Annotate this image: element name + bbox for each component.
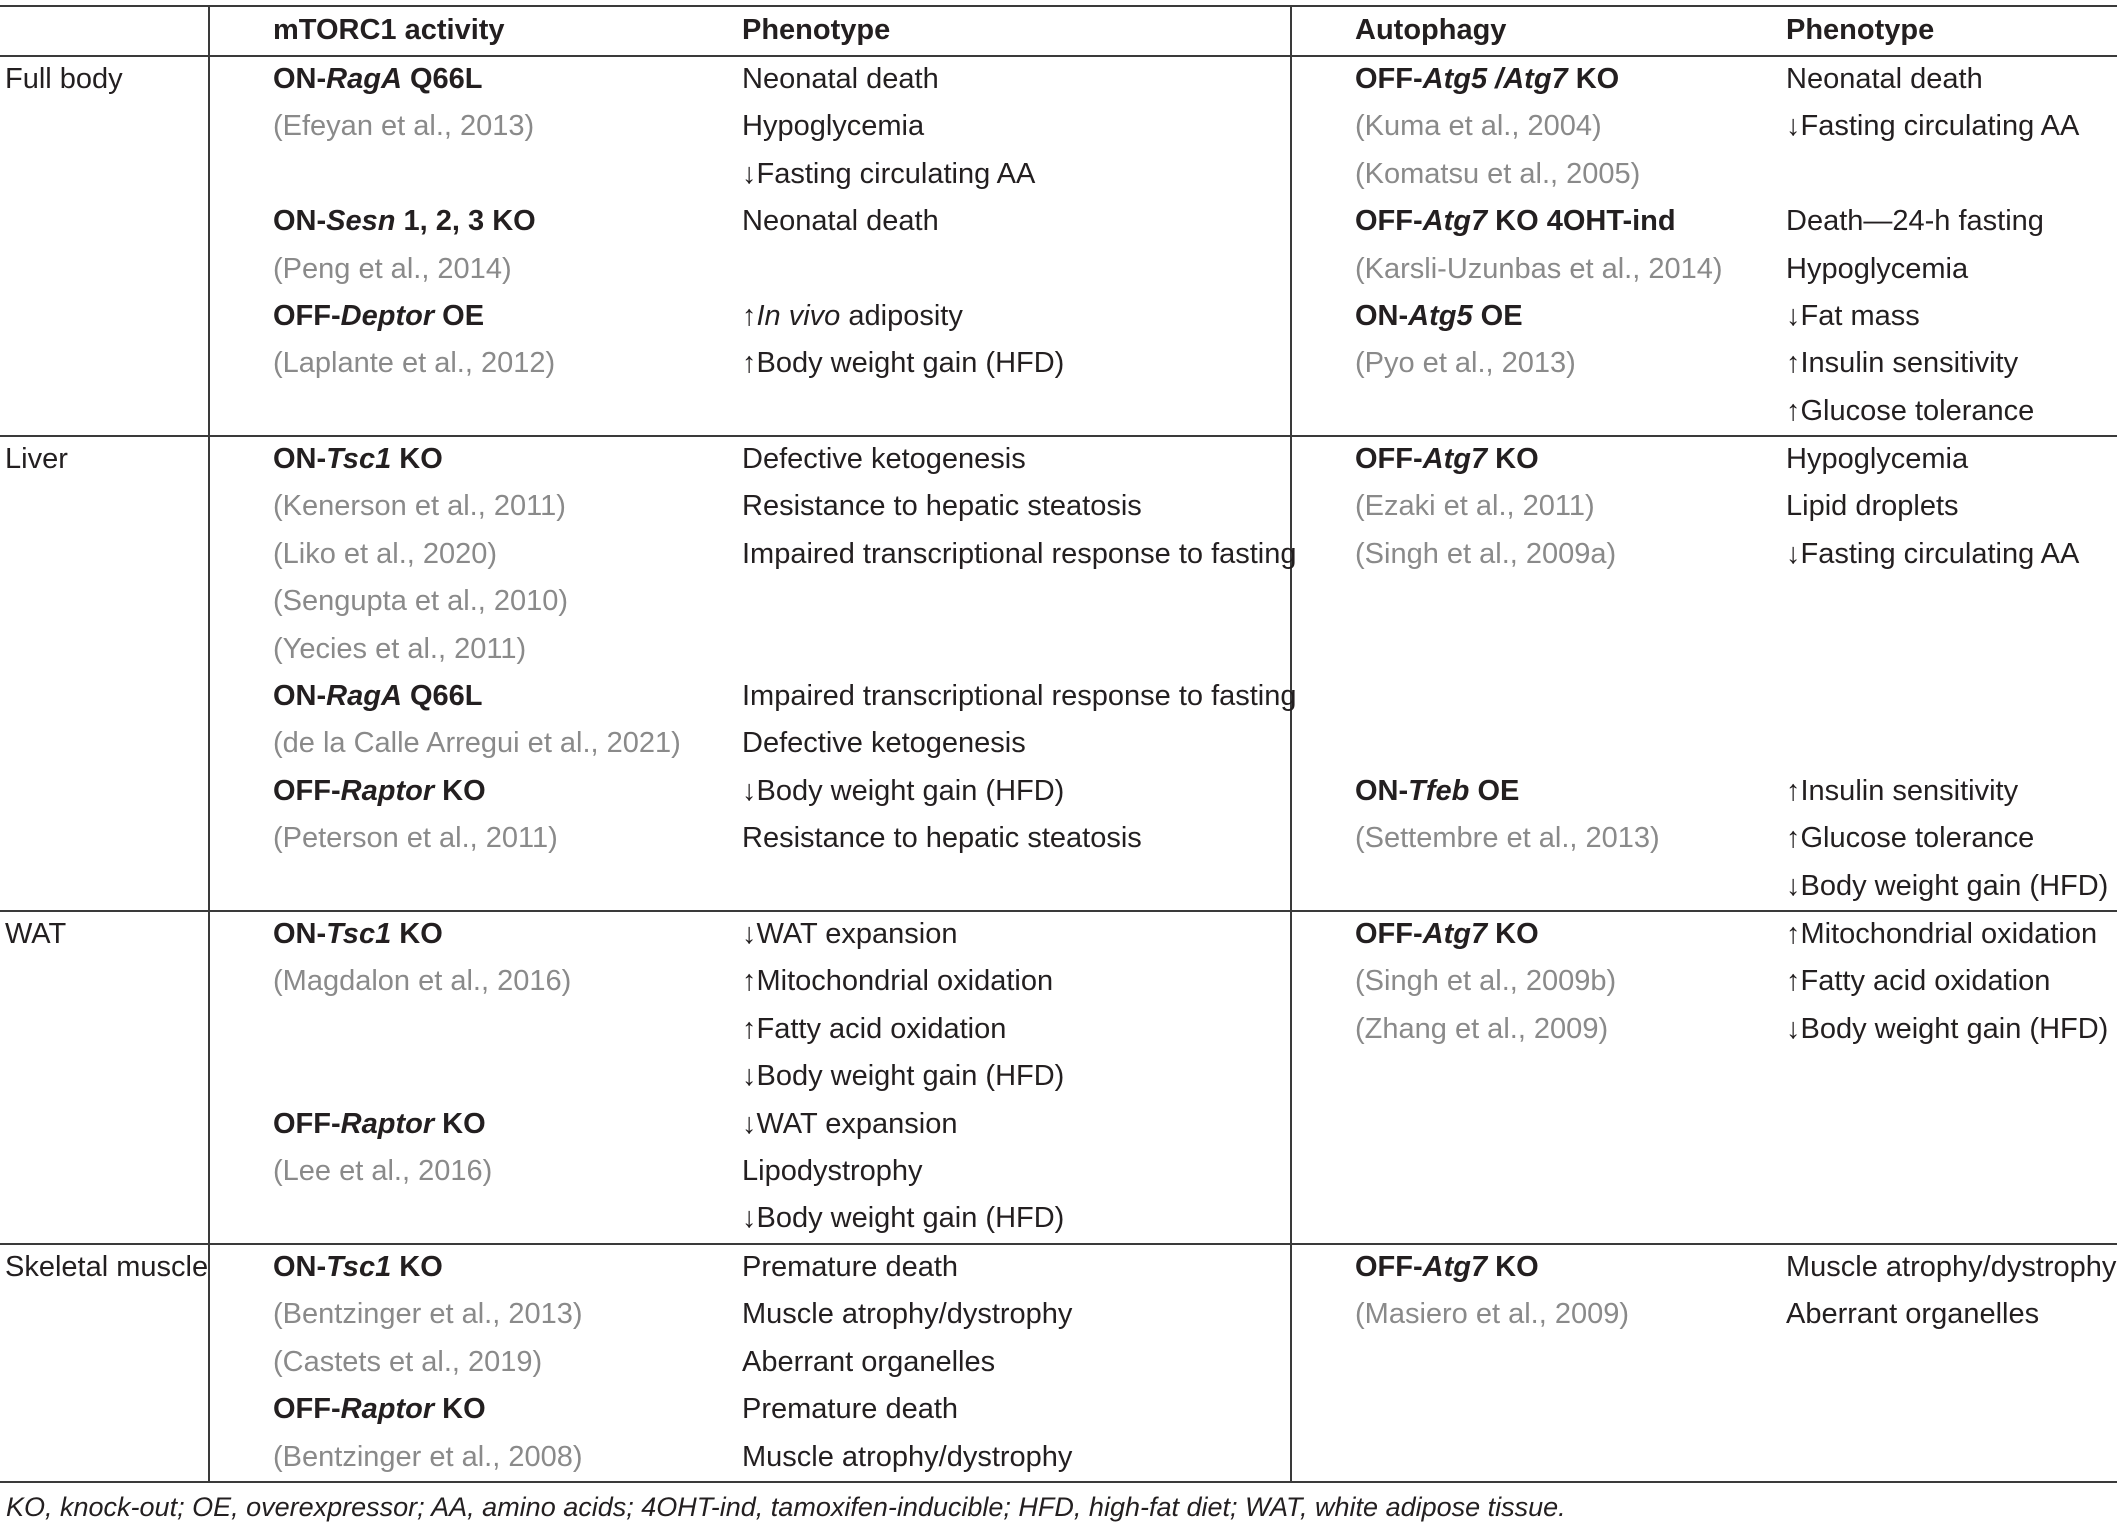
phenotype-item: ↑Glucose tolerance — [1786, 394, 2035, 427]
phenotype-item: Aberrant organelles — [742, 1345, 996, 1378]
model-entry: ON-Tsc1 KO — [273, 918, 443, 950]
reference: (Kenerson et al., 2011) — [273, 490, 566, 523]
phenotype-item: Impaired transcriptional response to fasting — [742, 679, 1297, 712]
phenotype-item: Lipodystrophy — [742, 1154, 923, 1187]
phenotype-item: Neonatal death — [1786, 63, 1983, 95]
phenotype-autophagy-column — [1786, 56, 2079, 435]
blank-line — [1355, 578, 1660, 625]
phenotype-item: ↑Mitochondrial oxidation — [1786, 918, 2098, 950]
autophagy-column — [1355, 56, 1723, 388]
model-entry: OFF-Atg5 /Atg7 KO — [1355, 63, 1620, 95]
phenotype-item: ↓Body weight gain (HFD) — [742, 774, 1065, 807]
reference: (Zhang et al., 2009) — [1355, 1012, 1609, 1045]
phenotype-item — [742, 578, 1297, 625]
blank-line — [1355, 673, 1660, 720]
phenotype-item: Defective ketogenesis — [742, 727, 1026, 760]
phenotype-item: Impaired transcriptional response to fasting — [742, 537, 1297, 570]
reference: (Peng et al., 2014) — [273, 252, 512, 285]
phenotype-item: ↑Glucose tolerance — [1786, 822, 2035, 855]
mtorc1-column — [273, 56, 555, 388]
model-entry: OFF-Atg7 KO — [1355, 443, 1539, 475]
table-top-rule — [0, 5, 2117, 7]
reference: (Karsli-Uzunbas et al., 2014) — [1355, 252, 1723, 285]
phenotype-item: Neonatal death — [742, 205, 939, 238]
reference: (Magdalon et al., 2016) — [273, 965, 572, 998]
mtorc1-column — [273, 436, 681, 863]
reference: (Yecies et al., 2011) — [273, 632, 527, 665]
phenotype-item: Death—24-h fasting — [1786, 205, 2044, 238]
reference: (Sengupta et al., 2010) — [273, 585, 569, 618]
blank-line — [1355, 720, 1660, 767]
phenotype-item: ↓Body weight gain (HFD) — [1786, 1012, 2109, 1045]
model-entry: ON-Tsc1 KO — [273, 1251, 443, 1283]
model-entry: OFF-Raptor KO — [273, 1393, 486, 1426]
phenotype-item — [1786, 673, 2108, 720]
column-divider-left — [208, 5, 210, 1483]
phenotype-item: ↑Mitochondrial oxidation — [742, 965, 1054, 998]
header-phenotype-mtorc1: Phenotype — [742, 14, 891, 46]
table-bottom-rule — [0, 1481, 2117, 1483]
autophagy-column — [1355, 1244, 1629, 1339]
header-autophagy: Autophagy — [1355, 14, 1507, 46]
reference: (Komatsu et al., 2005) — [1355, 157, 1641, 190]
phenotype-item: ↑Insulin sensitivity — [1786, 774, 2019, 807]
reference: (Singh et al., 2009b) — [1355, 965, 1617, 998]
model-entry: OFF-Raptor KO — [273, 774, 486, 807]
reference: (Efeyan et al., 2013) — [273, 110, 535, 143]
phenotype-item: Neonatal death — [742, 63, 939, 95]
table-footnote: KO, knock-out; OE, overexpressor; AA, amino acids; 4OHT-ind, tamoxifen-inducible; HFD, high-fat diet; WAT, white adipose tissue. — [6, 1492, 1566, 1522]
phenotype-item: ↓Body weight gain (HFD) — [742, 1060, 1065, 1093]
phenotype-item: ↑Fatty acid oxidation — [1786, 965, 2051, 998]
blank-line — [273, 1006, 571, 1053]
phenotype-item — [742, 626, 1297, 673]
phenotype-item: Muscle atrophy/dystrophy — [1786, 1251, 2117, 1283]
mtorc1-column — [273, 911, 571, 1195]
model-entry: ON-Sesn 1, 2, 3 KO — [273, 205, 536, 238]
phenotype-item: Defective ketogenesis — [742, 443, 1026, 475]
phenotype-item: Muscle atrophy/dystrophy — [742, 1440, 1073, 1473]
model-entry: OFF-Raptor KO — [273, 1107, 486, 1140]
autophagy-column — [1355, 436, 1660, 863]
reference: (Laplante et al., 2012) — [273, 347, 556, 380]
tissue-label: Skeletal muscle — [5, 1251, 209, 1283]
phenotype-item: ↓Fasting circulating AA — [1786, 110, 2080, 143]
model-entry: ON-RagA Q66L — [273, 63, 483, 95]
phenotype-item: Aberrant organelles — [1786, 1298, 2040, 1331]
model-entry: ON-Tsc1 KO — [273, 443, 443, 475]
reference: (de la Calle Arregui et al., 2021) — [273, 727, 681, 760]
phenotype-mtorc1-column — [742, 436, 1297, 863]
phenotype-item: Resistance to hepatic steatosis — [742, 490, 1142, 523]
blank-line — [1355, 626, 1660, 673]
phenotype-autophagy-column — [1786, 1244, 2116, 1339]
tissue-label: WAT — [5, 918, 67, 950]
phenotype-item: Premature death — [742, 1251, 959, 1283]
tissue-label: Liver — [5, 443, 68, 475]
phenotype-item — [1786, 626, 2108, 673]
phenotype-item: Hypoglycemia — [742, 110, 925, 143]
model-entry: ON-Tfeb OE — [1355, 774, 1520, 807]
phenotype-item: ↓Fasting circulating AA — [1786, 537, 2080, 570]
reference: (Liko et al., 2020) — [273, 537, 498, 570]
phenotype-item: ↓Body weight gain (HFD) — [1786, 869, 2109, 902]
header-mtorc1-activity: mTORC1 activity — [273, 14, 505, 46]
phenotype-item: ↓Fasting circulating AA — [742, 157, 1036, 190]
reference: (Bentzinger et al., 2013) — [273, 1298, 583, 1331]
blank-line — [273, 1053, 571, 1100]
reference: (Masiero et al., 2009) — [1355, 1298, 1630, 1331]
phenotype-mtorc1-column — [742, 56, 1064, 388]
phenotype-item: Premature death — [742, 1393, 959, 1426]
model-entry: OFF-Atg7 KO 4OHT-ind — [1355, 205, 1676, 238]
phenotype-item: ↑Body weight gain (HFD) — [742, 347, 1065, 380]
phenotype-item: ↓WAT expansion — [742, 918, 958, 950]
reference: (Lee et al., 2016) — [273, 1154, 493, 1187]
phenotype-mtorc1-column — [742, 1244, 1072, 1481]
phenotype-item: ↓WAT expansion — [742, 1107, 958, 1140]
phenotype-item: ↓Fat mass — [1786, 299, 1920, 332]
phenotype-autophagy-column — [1786, 911, 2108, 1053]
reference: (Bentzinger et al., 2008) — [273, 1440, 583, 1473]
phenotype-item: ↓Body weight gain (HFD) — [742, 1202, 1065, 1235]
header-phenotype-autophagy: Phenotype — [1786, 14, 1935, 46]
phenotype-autophagy-column — [1786, 436, 2108, 910]
phenotype-item: ↑Fatty acid oxidation — [742, 1012, 1007, 1045]
phenotype-item: Hypoglycemia — [1786, 443, 1969, 475]
mtorc1-column — [273, 1244, 583, 1481]
blank-line — [273, 151, 555, 198]
phenotype-item — [1786, 151, 2079, 198]
reference: (Castets et al., 2019) — [273, 1345, 543, 1378]
phenotype-item — [1786, 720, 2108, 767]
model-entry: ON-RagA Q66L — [273, 679, 483, 712]
autophagy-column — [1355, 911, 1616, 1053]
phenotype-item: ↑In vivo adiposity — [742, 299, 963, 332]
reference: (Singh et al., 2009a) — [1355, 537, 1617, 570]
reference: (Kuma et al., 2004) — [1355, 110, 1602, 143]
phenotype-item: Hypoglycemia — [1786, 252, 1969, 285]
model-entry: OFF-Deptor OE — [273, 299, 485, 332]
phenotype-item — [742, 246, 1064, 293]
phenotype-item — [1786, 578, 2108, 625]
reference: (Peterson et al., 2011) — [273, 822, 558, 855]
phenotype-item: ↑Insulin sensitivity — [1786, 347, 2019, 380]
model-entry: OFF-Atg7 KO — [1355, 918, 1539, 950]
phenotype-item: Resistance to hepatic steatosis — [742, 822, 1142, 855]
tissue-label: Full body — [5, 63, 123, 95]
model-entry: OFF-Atg7 KO — [1355, 1251, 1539, 1283]
phenotype-item: Muscle atrophy/dystrophy — [742, 1298, 1073, 1331]
phenotype-mtorc1-column — [742, 911, 1064, 1243]
model-entry: ON-Atg5 OE — [1355, 299, 1523, 332]
reference: (Ezaki et al., 2011) — [1355, 490, 1595, 523]
reference: (Settembre et al., 2013) — [1355, 822, 1660, 855]
reference: (Pyo et al., 2013) — [1355, 347, 1576, 380]
phenotype-item: Lipid droplets — [1786, 490, 1959, 523]
